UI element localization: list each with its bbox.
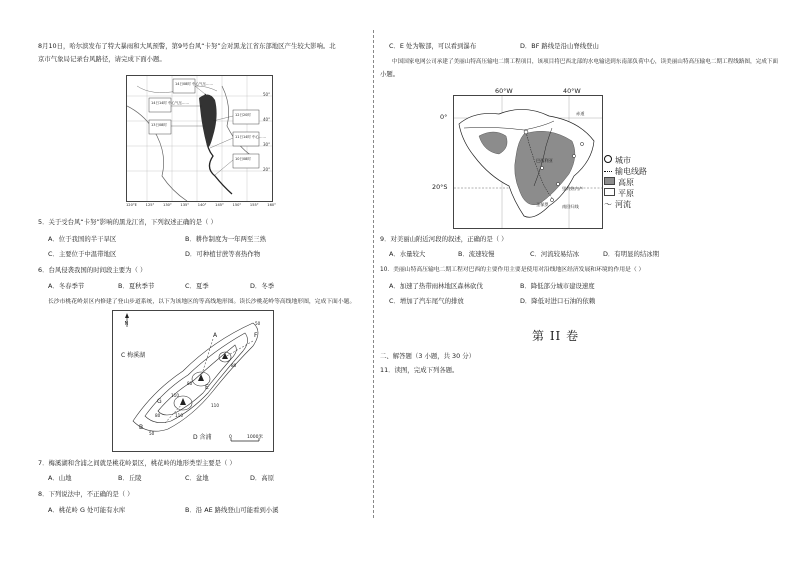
q5-stem: 5．关于受台风“卡努”影响的黑龙江省，下列叙述正确的是（ ） — [38, 218, 217, 226]
q8-stem: 8．下列说法中，不正确的是（ ） — [38, 490, 134, 498]
map1-box-3: 13日08时 — [151, 123, 167, 127]
place-equator: 赤道 — [576, 111, 585, 116]
region-d: D 含浦 — [193, 434, 212, 441]
intro2: 长沙市桃花岭景区内修建了登山步道系统，以下为该地区的等高线地形图。读长沙桃花岭等高线地形图，完成下面小题。 — [48, 299, 356, 305]
q7-option-a[interactable]: A．山地 — [48, 474, 72, 482]
q9-option-b[interactable]: B．流速较慢 — [458, 250, 495, 258]
legend-line: 输电线路 — [604, 166, 647, 177]
map1-lon-1: 120°E — [126, 203, 137, 207]
map1-lon-4: 135° — [180, 203, 190, 207]
scale-zero: 0 — [229, 435, 232, 440]
region-c: C 梅溪湖 — [121, 352, 146, 359]
q6-option-c[interactable]: C．夏季 — [185, 282, 209, 290]
map1-lon-axis — [126, 203, 276, 207]
map1-lon-6: 145° — [215, 203, 224, 207]
q6-stem: 6．台风侵袭我国的时间段主要为（ ） — [38, 266, 147, 274]
q8-option-d[interactable]: D．BF 路线是沿山脊线登山 — [520, 42, 599, 50]
q7-option-d[interactable]: D．高原 — [250, 474, 275, 482]
brazil-map — [453, 95, 603, 229]
legend-river: 〜 河流 — [604, 200, 631, 209]
q9-option-c[interactable]: C．河流较易结冰 — [530, 250, 580, 258]
q6-option-b[interactable]: B．夏秋季节 — [118, 282, 155, 290]
map1-lon-8: 155° — [249, 203, 259, 207]
powerline-icon — [604, 171, 612, 172]
q8-option-b[interactable]: B．沿 AE 路线登山可能看到小溪 — [185, 506, 279, 514]
city-icon — [604, 155, 612, 163]
point-e: E — [205, 384, 209, 391]
map1-lon-7: 150° — [232, 203, 242, 207]
q7-stem: 7．梅溪湖和含浦之间就是桃花岭景区，桃花岭的地形类型主要是（ ） — [38, 459, 236, 467]
place-rio: 里约热内卢 — [562, 186, 583, 191]
q10-option-b[interactable]: B．降低部分城市建设速度 — [520, 282, 595, 290]
q6-option-d[interactable]: D．冬季 — [250, 282, 275, 290]
map1-box-5: 11日14时 中心…… — [235, 135, 267, 139]
contour-map — [112, 310, 274, 452]
q10-option-a[interactable]: A．加速了热带雨林地区森林砍伐 — [389, 282, 483, 290]
q6-option-a[interactable]: A．冬春季节 — [48, 282, 85, 290]
plateau-swatch-icon — [604, 177, 615, 185]
intro-line-2: 京市气象局记录台风路径，请完成下面小题。 — [38, 55, 166, 63]
map1-lat-40: 40° — [263, 117, 271, 122]
q7-option-c[interactable]: C．盆地 — [185, 474, 209, 482]
lon-40w: 40°W — [563, 87, 581, 95]
q5-option-a[interactable]: A．位于我国的半干旱区 — [48, 235, 117, 243]
part2-heading: 二、解答题（3 小题，共 30 分） — [380, 352, 475, 360]
q8-option-a[interactable]: A．桃花岭 G 处可能有水库 — [48, 506, 126, 514]
contour-label-5: 80 — [155, 413, 161, 418]
legend-plateau: 高原 — [604, 177, 647, 188]
plain-swatch-icon — [604, 188, 615, 196]
point-f: F — [254, 332, 258, 339]
q10-option-c[interactable]: C．增加了汽车尾气的排放 — [389, 297, 464, 305]
legend-city: 城市 — [604, 155, 647, 166]
q8-option-c[interactable]: C．E 处为鞍部，可以看到瀑布 — [389, 42, 477, 50]
point-g: G — [157, 398, 162, 405]
point-a: A — [213, 332, 218, 339]
q9-option-d[interactable]: D．有明显的结冰期 — [603, 250, 660, 258]
scale-label: 1000米 — [247, 435, 263, 440]
map1-lat-20: 20° — [263, 167, 271, 172]
intro3-line-1: 中国国家电网公司承建了美丽山特高压输电二期工程项目，该项目将巴西北部的水电输送到东南部负荷中心，读美丽山特高压输电二期工程线路图，完成下面 — [392, 59, 778, 65]
place-brasilia: 巴西利亚 — [536, 158, 553, 163]
map1-lon-2: 125° — [145, 203, 155, 207]
contour-label-7: 80 — [231, 363, 237, 368]
q9-option-a[interactable]: A．水量较大 — [389, 250, 426, 258]
map-legend — [604, 155, 647, 210]
section-title: 第 II 卷 — [532, 329, 580, 343]
legend-plain: 平原 — [604, 188, 647, 199]
contour-label-4: 110 — [171, 393, 179, 398]
typhoon-track-map — [126, 75, 273, 202]
q10-option-d[interactable]: D．降低对进口石油的依赖 — [520, 297, 596, 305]
lat-20s: 20°S — [432, 183, 448, 191]
contour-label-2: 80 — [187, 381, 193, 386]
q5-option-c[interactable]: C．主要位于中温带地区 — [48, 250, 117, 258]
lon-60w: 60°W — [495, 87, 513, 95]
map1-lon-5: 140° — [197, 203, 207, 207]
map1-box-1: 14日08时 中心气压…… — [175, 82, 214, 86]
river-icon: 〜 — [604, 200, 612, 209]
place-tropic: 南回归线 — [562, 204, 579, 209]
q10-stem: 10．美丽山特高压输电二期工程对巴西的主要作用主要是使用对沿线地区经济发展和环境的作用是（ ） — [380, 267, 645, 273]
column-divider — [373, 30, 375, 518]
map1-box-6: 10日08时 — [235, 157, 251, 161]
map1-lon-9: 160° — [267, 203, 276, 207]
contour-label-1: 50 — [255, 321, 261, 326]
contour-label-6: 50 — [149, 431, 155, 436]
q7-option-b[interactable]: B．丘陵 — [118, 474, 142, 482]
map1-box-4: 12日20时 — [235, 113, 251, 117]
q9-stem: 9．对美丽山附近河段的叙述，正确的是（ ） — [380, 235, 508, 243]
map1-lat-50: 50° — [263, 92, 271, 97]
map1-box-2: 14日14时 中心气压…… — [151, 101, 190, 105]
map1-lon-3: 130° — [163, 203, 172, 207]
contour-label-3: 110 — [211, 403, 219, 408]
map1-lat-30: 30° — [263, 142, 271, 147]
place-saopaulo: 圣保罗 — [536, 202, 549, 207]
point-b: B — [139, 424, 144, 431]
north-label: N — [124, 321, 129, 327]
lat-0: 0° — [440, 113, 448, 121]
contour-label-8: 110 — [175, 413, 183, 418]
q11-stem: 11．读图，完成下列各题。 — [380, 366, 459, 374]
q5-option-d[interactable]: D．可种植甘蔗等喜热作物 — [185, 250, 261, 258]
q5-option-b[interactable]: B．耕作制度为一年两至三熟 — [185, 235, 267, 243]
intro-line-1: 8月10日，哈尔滨发布了特大暴雨和大风预警，第9号台风“卡努”会对黑龙江省东部地区产生较大影响。北 — [38, 42, 336, 50]
intro3-line-2: 小题。 — [380, 70, 400, 78]
